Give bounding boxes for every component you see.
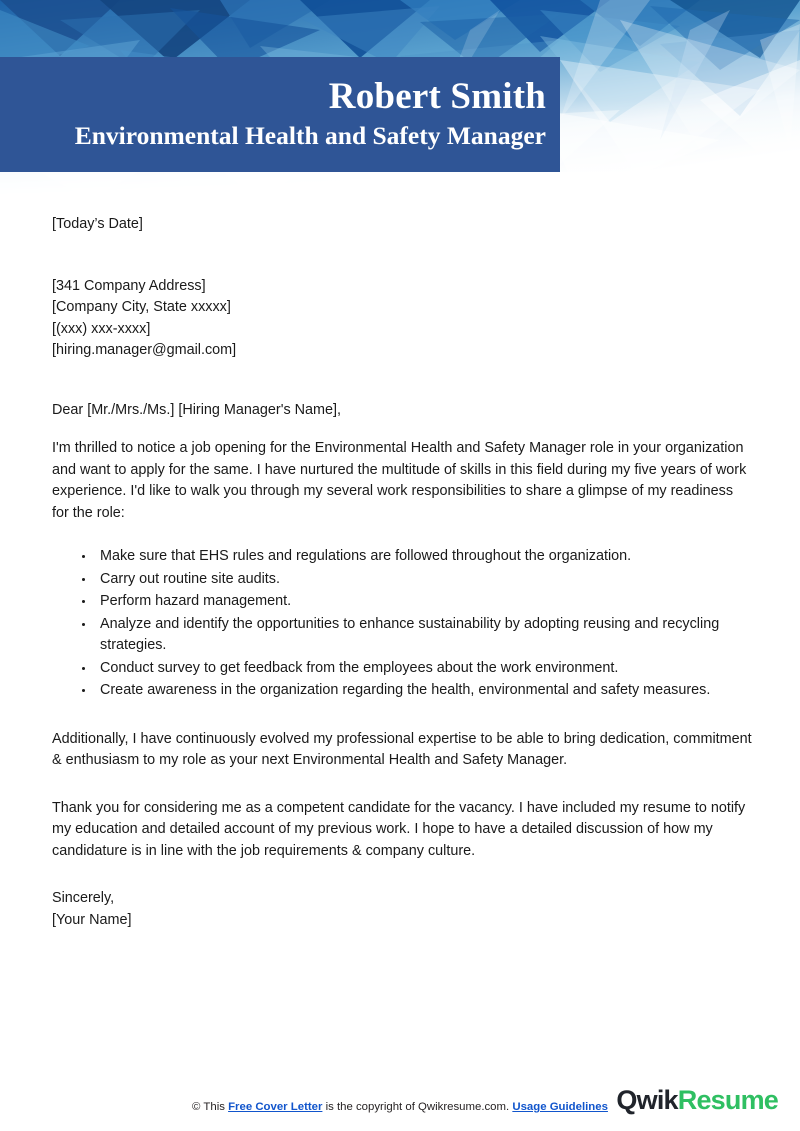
candidate-job-title: Environmental Health and Safety Manager xyxy=(74,120,546,150)
opening-paragraph: I'm thrilled to notice a job opening for the Environmental Health and Safety Manager role in your organization and want to apply for the same. I have nurtured the multitude of skills in this field during my five years of work experience. I'd like to walk you through my several work responsibilities to share a glimpse of my readiness for the role: xyxy=(52,440,747,521)
recipient-address-block xyxy=(52,276,752,362)
list-item: Conduct survey to get feedback from the employees about the work environment. xyxy=(52,658,752,680)
logo-text-resume: Resume xyxy=(677,1085,778,1115)
logo-text-qwik: Qwik xyxy=(616,1085,678,1115)
salutation: Dear [Mr./Mrs./Ms.] [Hiring Manager's Name], xyxy=(52,401,342,418)
candidate-name: Robert Smith xyxy=(328,75,546,117)
list-item: Make sure that EHS rules and regulations are followed throughout the organization. xyxy=(52,546,752,568)
list-item: Carry out routine site audits. xyxy=(52,569,752,591)
signature-placeholder: [Your Name] xyxy=(52,911,132,928)
additional-paragraph: Additionally, I have continuously evolved my professional expertise to be able to bring dedication, commitment & enthusiasm to my role as your next Environmental Health and Safety Manager. xyxy=(52,730,752,768)
list-item: Perform hazard management. xyxy=(52,591,752,613)
address-line: [Company City, State xxxxx] xyxy=(52,299,231,315)
letter-body xyxy=(52,214,752,931)
address-line: [hiring.manager@gmail.com] xyxy=(52,342,237,358)
usage-guidelines-link[interactable]: Usage Guidelines xyxy=(512,1101,608,1113)
list-item: Analyze and identify the opportunities to enhance sustainability by adopting reusing and recycling strategies. xyxy=(52,614,752,657)
address-line: [341 Company Address] xyxy=(52,277,206,294)
list-item: Create awareness in the organization regarding the health, environmental and safety measures. xyxy=(52,680,752,702)
closing-paragraph: Thank you for considering me as a competent candidate for the vacancy. I have included my resume to notify my education and detailed account of my previous work. I hope to have a detailed discussion of how my candidature is in line with the job requirements & company culture. xyxy=(52,799,746,859)
copyright-prefix: © This xyxy=(192,1101,229,1113)
name-banner xyxy=(0,57,560,172)
duties-list xyxy=(52,546,752,702)
page-footer xyxy=(0,1061,800,1131)
qwikresume-logo[interactable] xyxy=(616,1087,778,1114)
signoff: Sincerely, xyxy=(52,890,115,906)
address-line: [(xxx) xxx-xxxx] xyxy=(52,320,151,337)
date-line: [Today’s Date] xyxy=(52,216,143,232)
copyright-middle: is the copyright of Qwikresume.com. xyxy=(322,1101,513,1113)
free-cover-letter-link[interactable]: Free Cover Letter xyxy=(228,1101,323,1113)
